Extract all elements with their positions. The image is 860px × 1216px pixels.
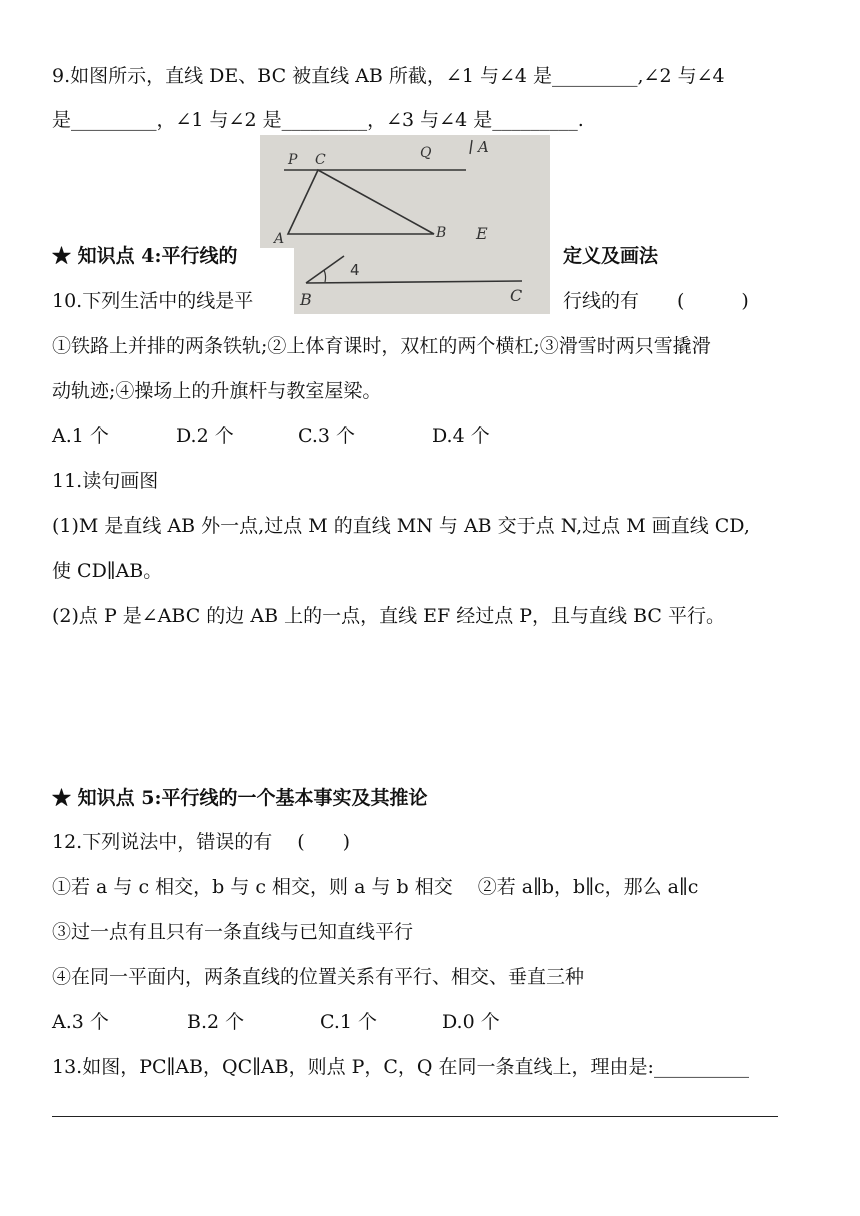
q9-line1: 9.如图所示，直线 DE、BC 被直线 AB 所截，∠1 与∠4 是_________,∠2 与∠4 bbox=[52, 65, 725, 87]
q12-option-c: C.1 个 bbox=[320, 1011, 378, 1033]
q10-option-c: C.3 个 bbox=[298, 425, 356, 447]
label-C-bottom: C bbox=[510, 286, 523, 305]
q11-line3: (2)点 P 是∠ABC 的边 AB 上的一点，直线 EF 经过点 P，且与直线 BC 平行。 bbox=[52, 605, 725, 627]
label-E: E bbox=[476, 224, 488, 243]
answer-line bbox=[52, 1116, 778, 1117]
q12-title: 12.下列说法中，错误的有 ( ) bbox=[52, 831, 351, 853]
q12-statement-4: ④在同一平面内，两条直线的位置关系有平行、相交、垂直三种 bbox=[52, 966, 585, 988]
angle-figure-photo bbox=[294, 248, 550, 314]
q10-option-a: A.1 个 bbox=[52, 425, 109, 447]
q10-line2: ①铁路上并排的两条铁轨;②上体育课时，双杠的两个横杠;③滑雪时两只雪撬滑 bbox=[52, 335, 711, 357]
label-P: P bbox=[288, 152, 298, 168]
q10-line3: 动轨迹;④操场上的升旗杆与教室屋梁。 bbox=[52, 380, 382, 402]
q13-line1: 13.如图，PC∥AB，QC∥AB，则点 P，C，Q 在同一条直线上，理由是:__________ bbox=[52, 1056, 749, 1078]
label-A: A bbox=[274, 231, 285, 247]
q10-line1-right: 行线的有 ( ) bbox=[563, 290, 749, 312]
label-B-bottom: B bbox=[300, 290, 312, 309]
triangle-figure-svg bbox=[260, 135, 550, 248]
angle-figure-svg bbox=[294, 248, 550, 314]
q12-option-a: A.3 个 bbox=[52, 1011, 109, 1033]
q11-line2: 使 CD∥AB。 bbox=[52, 560, 163, 582]
kp4-heading-right: 定义及画法 bbox=[563, 245, 659, 267]
kp4-heading-left: ★ 知识点 4:平行线的 bbox=[52, 245, 238, 267]
q11-title: 11.读句画图 bbox=[52, 470, 159, 492]
q11-line1: (1)M 是直线 AB 外一点,过点 M 的直线 MN 与 AB 交于点 N,过点 M 画直线 CD, bbox=[52, 515, 750, 537]
label-C: C bbox=[315, 152, 326, 168]
q12-statement-3: ③过一点有且只有一条直线与已知直线平行 bbox=[52, 921, 414, 943]
label-Q: Q bbox=[420, 145, 432, 161]
q10-option-d: D.4 个 bbox=[432, 425, 490, 447]
q9-line2: 是_________，∠1 与∠2 是_________，∠3 与∠4 是_________. bbox=[52, 109, 584, 131]
q10-option-b: D.2 个 bbox=[176, 425, 234, 447]
triangle-figure-photo bbox=[260, 135, 550, 248]
q10-line1-left: 10.下列生活中的线是平 bbox=[52, 290, 254, 312]
label-A-top: A bbox=[478, 138, 489, 156]
angle-label-4: 4 bbox=[350, 261, 360, 279]
q12-option-d: D.0 个 bbox=[442, 1011, 500, 1033]
q12-option-b: B.2 个 bbox=[187, 1011, 245, 1033]
q12-statement-1-2: ①若 a 与 c 相交，b 与 c 相交，则 a 与 b 相交 ②若 a∥b，b∥c，那么 a∥c bbox=[52, 876, 699, 898]
kp5-heading: ★ 知识点 5:平行线的一个基本事实及其推论 bbox=[52, 787, 428, 809]
label-B: B bbox=[436, 225, 447, 241]
